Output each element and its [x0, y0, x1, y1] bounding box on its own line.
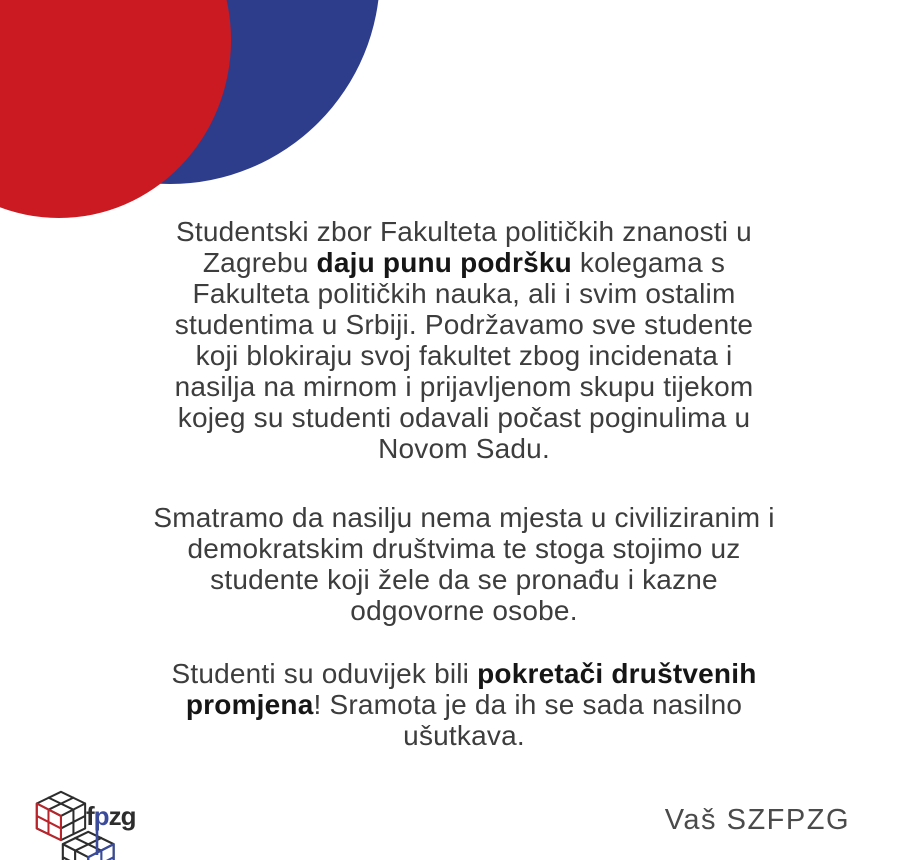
statement-line: odgovorne osobe.	[350, 595, 578, 626]
logo-cube-top	[37, 792, 85, 840]
statement-line: demokratskim društvima te stoga stojimo uz	[187, 533, 741, 564]
paragraph-violence	[56, 502, 872, 626]
text-segment-bold: daju punu podršku	[316, 247, 572, 278]
statement-line	[56, 247, 872, 278]
statement-line: Studentski zbor Fakulteta političkih znanosti u	[176, 216, 752, 247]
statement-line: studente koji žele da se pronađu i kazne	[210, 564, 718, 595]
text-segment-bold: pokretači društvenih	[477, 658, 757, 689]
text-segment: kolegama s	[571, 247, 726, 278]
statement-line	[56, 689, 872, 720]
statement-line	[56, 658, 872, 689]
logo-letter-f: f	[86, 801, 94, 831]
text-segment: ! Sramota je da ih se sada nasilno	[313, 689, 743, 720]
statement-line: Fakulteta političkih nauka, ali i svim ostalim	[192, 278, 736, 309]
statement-line: koji blokiraju svoj fakultet zbog incidenata i	[195, 340, 733, 371]
signature: Vaš SZFPZG	[664, 804, 850, 836]
text-segment-bold: promjena	[185, 689, 314, 720]
statement-line: kojeg su studenti odavali počast poginulima u	[177, 402, 751, 433]
statement-line: ušutkava.	[403, 720, 525, 751]
paragraph-change	[56, 658, 872, 751]
logo-letters-zg: zg	[108, 801, 136, 831]
fpzg-logo-icon	[22, 785, 152, 860]
fpzg-logo	[22, 785, 152, 860]
paragraph-support	[56, 216, 872, 464]
logo-wordmark	[86, 801, 136, 831]
text-segment: Studenti su oduvijek bili	[171, 658, 478, 689]
text-segment: Zagrebu	[202, 247, 317, 278]
statement-line: nasilja na mirnom i prijavljenom skupu tijekom	[174, 371, 754, 402]
logo-letter-p: p	[93, 801, 109, 831]
statement-line: Smatramo da nasilju nema mjesta u civiliziranim i	[153, 502, 775, 533]
statement-line: studentima u Srbiji. Podržavamo sve studente	[174, 309, 754, 340]
statement-line: Novom Sadu.	[378, 433, 550, 464]
